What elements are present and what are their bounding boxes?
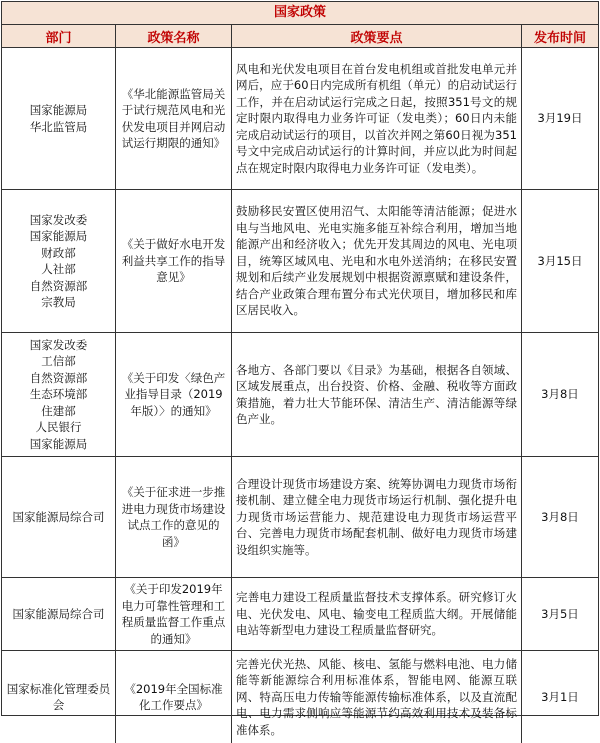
table-row [2,578,598,651]
header-dept: 部门 [2,25,116,47]
table-row [2,651,598,743]
row-dept: 国家标准化管理委员会 [2,651,116,743]
row-policy: 《华北能源监管局关于试行规范风电和光伏发电项目并网启动试运行期限的通知》 [116,48,232,189]
row-points [232,457,522,577]
row-points [232,333,522,456]
table-row [2,333,598,457]
row-points-text: 风电和光伏发电项目在首台发电机组或首批发电单元并网后，应于60日内完成所有机组（单元）的启动试运行工作，并在启动试运行完成之日起，按照351号文的规定时限内取得电力业务许可证（发电类）；60日内未能完成启动试运行的项目，以首次并网之第60日视为351号文中完成启动试运行的计算时间，并应以此为时间起点在规定时限内取得电力业务许可证（发电类）。 [236,61,517,175]
row-dept: 国家能源局 华北监管局 [2,48,116,189]
row-policy: 《关于印发〈绿色产业指导目录（2019年版）〉的通知》 [116,333,232,456]
table-banner: 国家政策 [2,2,598,25]
row-date: 3月8日 [541,387,579,402]
table-row [2,48,598,190]
policy-table [1,1,599,737]
row-policy: 《关于印发2019年电力可靠性管理和工程质量监督工作重点的通知》 [116,578,232,650]
row-points [232,48,522,189]
header-policy: 政策名称 [116,25,232,47]
row-date: 3月19日 [537,111,583,126]
row-points [232,651,522,743]
header-points: 政策要点 [232,25,522,47]
row-policy: 《关于征求进一步推进电力现货市场建设试点工作的意见的函》 [116,457,232,577]
row-date: 3月15日 [537,253,583,268]
row-points-text: 合理设计现货市场建设方案、统筹协调电力现货市场衔接机制、建立健全电力现货市场运行机制、强化提升电力现货市场运营能力、规范建设电力现货市场运营平台、完善电力现货市场配套机制、做好电力现货市场建设组织实施等。 [236,476,517,557]
row-dept: 国家能源局综合司 [2,578,116,650]
row-points [232,190,522,332]
row-points-text: 完善电力建设工程质量监督技术支撑体系。研究修订火电、光伏发电、风电、输变电工程质监大纲。开展储能电站等新型电力建设工程质量监督研究。 [236,590,517,638]
row-date: 3月8日 [541,509,579,524]
row-points-text: 各地方、各部门要以《目录》为基础，根据各自领域、区域发展重点，出台投资、价格、金融、税收等方面政策措施，着力壮大节能环保、清洁生产、清洁能源等绿色产业。 [236,362,517,426]
row-dept: 国家发改委 工信部 自然资源部 生态环境部 住建部 人民银行 国家能源局 [2,333,116,456]
header-date: 发布时间 [533,30,586,46]
row-policy: 《2019年全国标准化工作要点》 [116,651,232,743]
table-row [2,457,598,578]
table-header [2,25,598,48]
row-points-text: 鼓励移民安置区使用沼气、太阳能等清洁能源；促进水电与当地风电、光电实施多能互补综合利用，增加当地能源产出和经济收入；优先开发其周边的风电、光电项目，统筹区域风电、光电和水电外送消纳；在移民安置规划和后续产业发展规划中根据资源禀赋和建设条件，结合产业政策合理布置分布式光伏项目，增加移民和库区居民收入。 [236,204,517,318]
row-date: 3月5日 [541,606,579,621]
row-points [232,578,522,650]
row-dept: 国家能源局综合司 [2,457,116,577]
row-policy: 《关于做好水电开发利益共享工作的指导意见》 [116,190,232,332]
table-row [2,190,598,333]
row-points-text: 完善光伏光热、风能、核电、氢能与燃料电池、电力储能等新能源综合利用标准体系，智能电网、能源互联网、特高压电力传输等能源传输标准体系，以及直流配电、电力需求侧响应等能源节约高效利用技术及装备标准体系。 [236,656,517,737]
row-date: 3月1日 [541,689,579,704]
row-dept: 国家发改委 国家能源局 财政部 人社部 自然资源部 宗教局 [2,190,116,332]
